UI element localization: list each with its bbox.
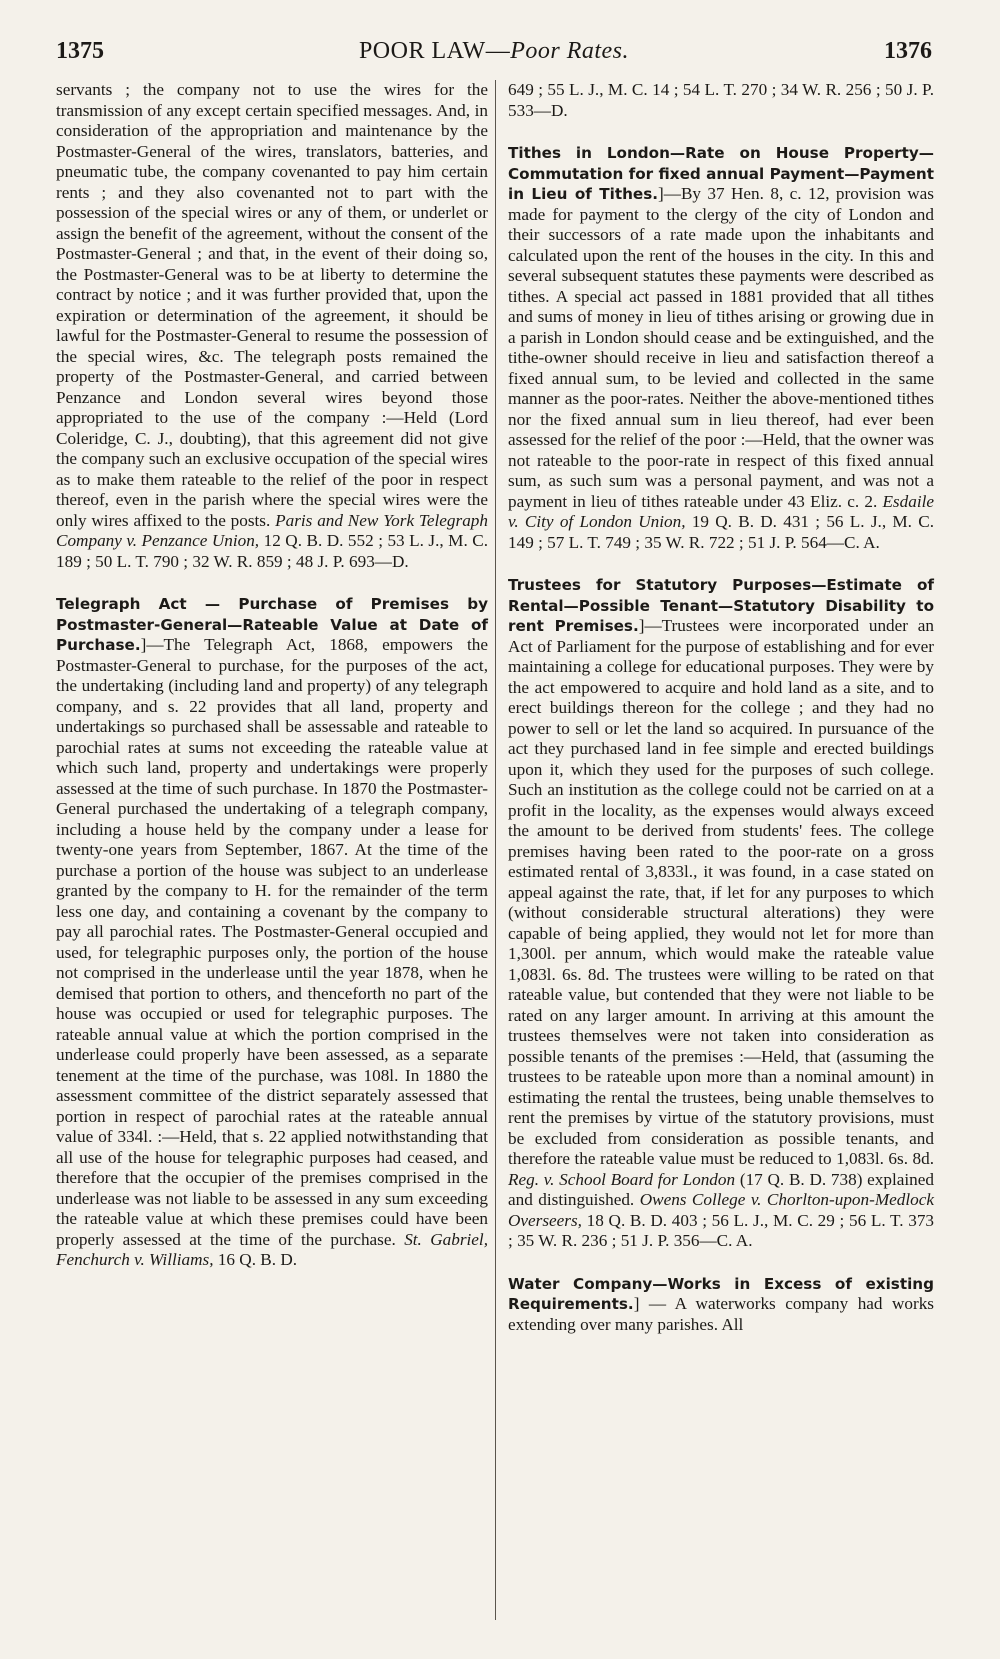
case-name: Owens College v. Chorlton-upon-Medlock Overseers, (508, 1190, 934, 1230)
left-column (56, 80, 488, 1293)
paragraph-text: ]—Trustees were incorporated under an Act of Parliament for the purpose of establishing and for ever maintaining a college for educational purposes. They were by the act empowered to acquire and hold land as a site, and to erect buildings thereon for the college ; and they had no power to sell or let the land so acquired. In pursuance of the act they purchased land in fee simple and erected buildings upon it, which they used for the purposes of such college. Such an institution as the college could not be carried on at a profit in the locality, as the expenses would always exceed the amount to be derived from students' fees. The college premises having been rated to the poor-rate on a gross estimated rental of 3,833l., it was found, in a case stated on appeal against the rate, that, if let for any purposes to which (without considerable structural alterations) they were capable of being applied, they would not let for more than 1,300l. per annum, which would make the rateable value 1,083l. 6s. 8d. The trustees were willing to be rated on that rateable value, but contended that they were not liable to be rated on any larger amount. In arriving at this amount the trustees themselves were not taken into consideration as possible tenants of the premises :—Held, that (assuming the trustees to be rateable upon more than a nominal amount) in estimating the rental the trustees, being unable themselves to rent the premises by virtue of the statutory provisions, must be excluded from consideration as possible tenants, and therefore the rateable value must be reduced to 1,083l. 6s. 8d. (508, 616, 934, 1168)
running-title (56, 38, 932, 65)
running-title-italic: Poor Rates. (510, 38, 630, 64)
continued-text: servants ; the company not to use the wires for the transmission of any except certain specified messages. And, in consideration of the appropriation and maintenance by the Postmaster-General of the wires, translators, batteries, and pneumatic tube, the company covenanted to pay him certain rents ; and they also covenanted not to part with the possession of the special wires or any of them, or underlet or assign the benefit of the agreement, without the consent of the Postmaster-General ; and that, in the event of their doing so, the Postmaster-General was to be at liberty to determine the contract by notice ; and it was further provided that, upon the expiration or determination of the agreement, it should be lawful for the Postmaster-General to resume the possession of the special wires, &c. The telegraph posts remained the property of the Postmaster-General, and carried between Penzance and London several wires beyond those appropriated to the use of the company :—Held (Lord Coleridge, C. J., doubting), that this agreement did not give the company such an exclusive occupation of the special wires as to make them rateable to the relief of the poor in respect thereof, even in the parish where the special wires were the only wires affixed to the posts. (56, 80, 488, 530)
running-title-main: POOR LAW— (358, 38, 511, 64)
case-name: Paris and New York Telegraph Company v. Penzance Union, (56, 510, 488, 550)
section-heading: Trustees for Statutory Purposes—Estimate of Rental—Possible Tenant—Statutory Disability to rent Premises. (508, 576, 934, 635)
section-heading: Telegraph Act — Purchase of Premises by Postmaster-General—Rateable Value at Date of Purchase. (56, 595, 488, 654)
telegraph-act-paragraph (56, 594, 488, 1271)
paragraph-text: (17 Q. B. D. 738) explained and distinguished. (508, 1169, 934, 1209)
case-citation: 18 Q. B. D. 403 ; 56 L. J., M. C. 29 ; 56 L. T. 373 ; 35 W. R. 236 ; 51 J. P. 356—C. A. (508, 1210, 935, 1250)
column-divider (495, 80, 496, 1620)
case-citation: 16 Q. B. D. (217, 1250, 298, 1269)
paragraph-text: ]—The Telegraph Act, 1868, empowers the Postmaster-General to purchase, for the purposes of the act, the undertaking (including land and property) of any telegraph company, and s. 22 provides that all land, property and undertakings so purchased shall be assessable and rateable to parochial rates at sums not exceeding the rateable value at which such land, property and undertakings were properly assessed at the time of such purchase. In 1870 the Postmaster-General purchased the undertaking of a telegraph company, including a house held by the company under a lease for twenty-one years from September, 1867. At the time of the purchase a portion of the house was subject to an underlease granted by the company to H. for the remainder of the term less one day, and containing a covenant by the company to pay all parochial rates. The Postmaster-General occupied and used, for telegraphic purposes only, the portion of the house not comprised in the underlease until the year 1878, when he demised that portion to others, and thenceforth no part of the house was occupied or used for telegraphic purposes. The rateable annual value at which the portion comprised in the underlease could properly have been assessed, as a separate tenement at the time of the purchase, was 108l. In 1880 the assessment committee of the district separately assessed that portion in respect of parochial rates at the rateable annual value of 334l. :—Held, that s. 22 applied notwithstanding that all use of the house for telegraphic purposes had ceased, and therefore that the occupier of the premises comprised in the underlease was not liable to be assessed in any sum exceeding the rateable value at which these premises could have been properly assessed at the time of the purchase. (56, 635, 488, 1249)
page-header (56, 38, 932, 74)
page-number-left: 1375 (56, 38, 104, 64)
trustees-paragraph (508, 575, 934, 1252)
continued-citation: 649 ; 55 L. J., M. C. 14 ; 54 L. T. 270 ; 34 W. R. 256 ; 50 J. P. 533—D. (508, 80, 934, 120)
case-name: St. Gabriel, Fenchurch v. Williams, (56, 1229, 489, 1269)
right-column (508, 80, 934, 1357)
case-name: Reg. v. School Board for London (508, 1169, 736, 1189)
case-name: Esdaile v. City of London Union, (508, 491, 934, 531)
paragraph-text: ] — A waterworks company had works extending over many parishes. All (508, 1294, 934, 1334)
case-citation: 19 Q. B. D. 431 ; 56 L. J., M. C. 149 ; 57 L. T. 749 ; 35 W. R. 722 ; 51 J. P. 564—C. A. (508, 512, 935, 552)
tithes-paragraph (508, 143, 934, 553)
continued-paragraph (56, 80, 488, 572)
case-citation: 12 Q. B. D. 552 ; 53 L. J., M. C. 189 ; 50 L. T. 790 ; 32 W. R. 859 ; 48 J. P. 693—D. (56, 531, 489, 571)
section-heading: Tithes in London—Rate on House Property—Commutation for fixed annual Payment—Payment in Lieu of Tithes. (508, 144, 934, 203)
page-number-right: 1376 (884, 38, 932, 64)
paragraph-text: ]—By 37 Hen. 8, c. 12, provision was made for payment to the clergy of the city of London and their successors of a rate made upon the inhabitants and calculated upon the rent of the houses in the city. In this and several subsequent statutes these payments were described as tithes. A special act passed in 1881 provided that all tithes and sums of money in lieu of tithes arising or growing due in a parish in London should cease and be extinguished, and the tithe-owner should receive in lieu and satisfaction thereof a fixed annual sum, to be levied and collected in the same manner as the poor-rates. Neither the above-mentioned tithes nor the fixed annual sum in lieu thereof, had ever been assessed for the relief of the poor :—Held, that the owner was not rateable to the poor-rate in respect of this fixed annual sum, as such sum was a personal payment, and was not a payment in lieu of tithes rateable under 43 Eliz. c. 2. (508, 184, 934, 511)
section-heading: Water Company—Works in Excess of existing Requirements. (508, 1274, 934, 1313)
water-company-paragraph (508, 1274, 934, 1336)
